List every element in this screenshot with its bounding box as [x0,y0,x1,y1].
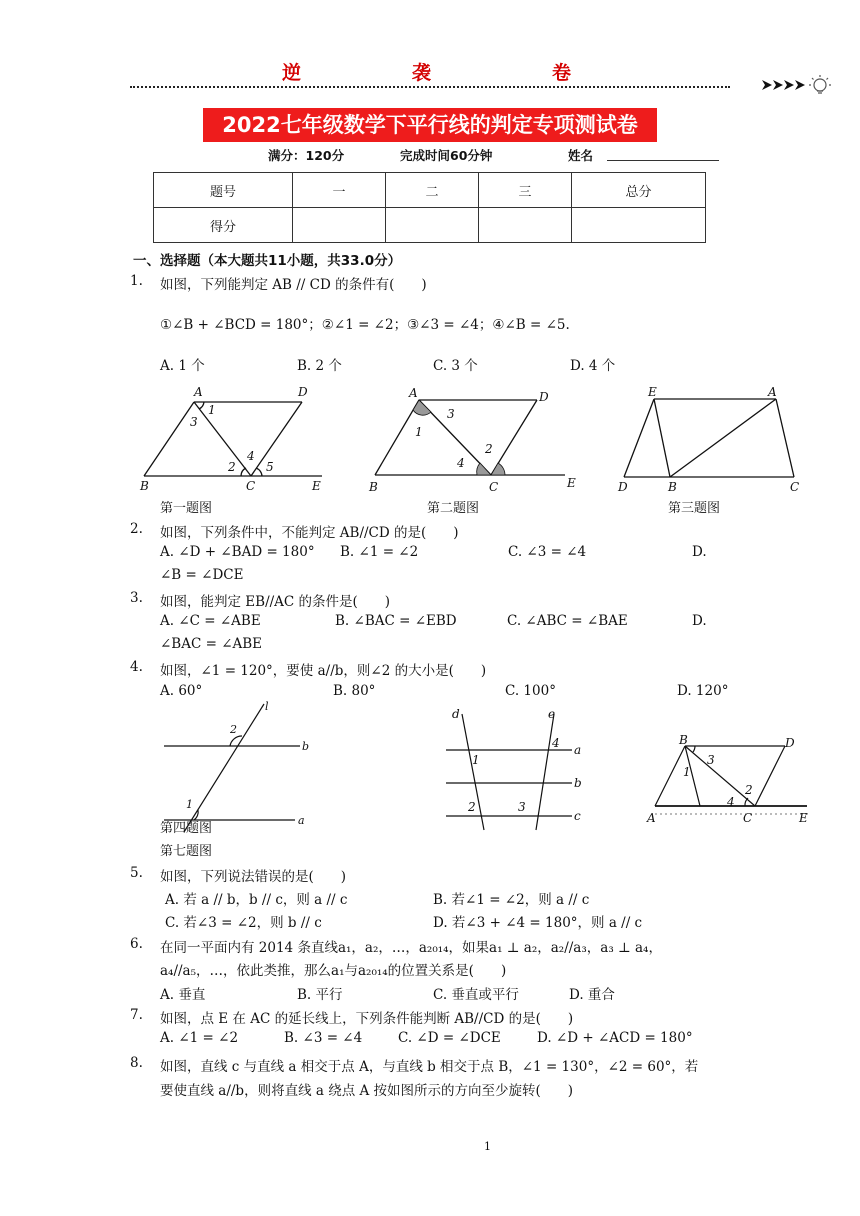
option[interactable]: D. 4 个 [570,358,616,374]
fig3-label: B [668,480,677,494]
question-stem: 如图，下列条件中，不能判定 AB//CD 的是( ) [160,525,459,541]
figure-caption: 第四题图 [160,821,213,836]
fig2-label: E [567,476,576,490]
fig4-label: a [298,814,305,827]
brand-char-3: 卷 [552,62,572,84]
brand-char-1: 逆 [282,62,302,84]
time-limit: 完成时间60分钟 [400,148,493,163]
fig2-label: B [369,480,378,494]
question-stem: 如图，下列说法错误的是( ) [160,869,347,885]
fig5-label: 2 [468,800,476,814]
fig1-label: 2 [228,460,236,474]
fig3-label: A [768,385,777,399]
option[interactable]: A. ∠C = ∠ABE [160,613,261,629]
name-label: 姓名 [568,148,594,163]
option[interactable]: A. 垂直 [160,987,206,1003]
option[interactable]: C. ∠3 = ∠4 [508,544,587,560]
fig4-label: b [302,740,310,753]
fig2-label: 1 [415,425,423,439]
option[interactable]: C. ∠D = ∠DCE [398,1030,501,1046]
question-stem: 如图，能判定 EB//AC 的条件是( ) [160,594,391,610]
full-score: 满分：120分 [268,148,345,163]
fig7-label: 2 [745,783,753,797]
question-number: 6. [130,936,143,952]
page-number: 1 [484,1140,491,1153]
figure-caption: 第七题图 [160,844,213,859]
score-cell[interactable] [293,208,386,243]
option[interactable]: D. [692,613,707,629]
fig3-label: E [648,385,657,399]
fig1-label: A [194,385,203,399]
option[interactable]: D. ∠D + ∠ACD = 180° [537,1030,693,1046]
option-continuation: ∠B = ∠DCE [160,567,244,583]
fig1-label: C [246,479,256,492]
score-cell[interactable] [386,208,479,243]
figure-caption: 第二题图 [427,501,480,516]
figure-1 [134,380,330,492]
fig7-label: 1 [683,765,691,779]
arrows-bulb-icon [760,72,835,102]
fig2-label: 3 [447,407,455,421]
question-number: 1. [130,273,143,289]
fig3-label: C [790,480,800,494]
option[interactable]: A. 60° [160,683,203,699]
question-number: 5. [130,865,143,881]
option[interactable]: D. 120° [677,683,729,699]
option[interactable]: B. 平行 [297,987,343,1003]
fig7-label: C [743,811,753,825]
question-number: 3. [130,590,143,606]
question-stem: 如图，点 E 在 AC 的延长线上，下列条件能判断 AB//CD 的是( ) [160,1011,574,1027]
name-blank[interactable] [607,160,719,161]
fig4-label: 2 [230,723,237,736]
question-stem: 在同一平面内有 2014 条直线a₁，a₂，…，a₂₀₁₄，如果a₁ ⊥ a₂，a₂//a₃，a₃ ⊥ a₄， [160,940,662,956]
fig2-label: C [489,480,499,494]
figure-5 [440,702,590,834]
score-header-cell: 一 [293,173,386,208]
fig2-label: A [409,386,418,400]
question-stem: 如图，∠1 = 120°，要使 a//b，则∠2 的大小是( ) [160,663,487,679]
option[interactable]: D. [692,544,707,560]
fig2-label: 4 [457,456,465,470]
option[interactable]: B. 2 个 [297,358,342,374]
score-row-label: 得分 [154,208,293,243]
score-cell[interactable] [572,208,706,243]
fig7-label: B [679,733,688,747]
fig1-label: 5 [266,460,274,474]
option[interactable]: B. 若∠1 = ∠2，则 a // c [433,892,590,908]
fig1-label: 1 [208,403,216,417]
figure-7 [645,732,820,832]
figure-3 [612,383,812,495]
figure-4 [160,698,320,834]
question-number: 2. [130,521,143,537]
fig4-label: 1 [186,798,193,811]
option[interactable]: B. ∠3 = ∠4 [284,1030,363,1046]
question-number: 4. [130,659,143,675]
question-conditions: ①∠B + ∠BCD = 180°；②∠1 = ∠2；③∠3 = ∠4；④∠B = ∠5. [160,317,570,333]
option[interactable]: C. 垂直或平行 [433,987,519,1003]
option[interactable]: C. 若∠3 = ∠2，则 b // c [165,915,322,931]
fig7-label: D [785,736,795,750]
brand-char-2: 袭 [412,62,432,84]
question-stem: 如图，下列能判定 AB // CD 的条件有( ) [160,277,427,293]
option[interactable]: C. 3 个 [433,358,478,374]
option[interactable]: C. ∠ABC = ∠BAE [507,613,628,629]
figure-2 [365,383,585,495]
fig5-label: a [574,743,582,757]
question-number: 7. [130,1007,143,1023]
option[interactable]: B. ∠BAC = ∠EBD [335,613,457,629]
option[interactable]: A. 1 个 [160,358,205,374]
option[interactable]: A. 若 a // b，b // c，则 a // c [165,892,348,908]
option-continuation: ∠BAC = ∠ABE [160,636,263,652]
score-header-cell: 三 [479,173,572,208]
fig5-label: 1 [472,753,480,767]
fig1-label: 4 [247,449,255,463]
question-stem: 如图，直线 c 与直线 a 相交于点 A，与直线 b 相交于点 B，∠1 = 130°，∠2 = 60°，若 [160,1059,699,1075]
option[interactable]: D. 若∠3 + ∠4 = 180°，则 a // c [433,915,643,931]
fig5-label: d [452,707,460,721]
option[interactable]: B. 80° [333,683,376,699]
figure-caption: 第三题图 [668,501,721,516]
fig1-label: E [312,479,321,492]
score-header-cell: 总分 [572,173,706,208]
fig1-label: B [140,479,149,492]
option[interactable]: A. ∠1 = ∠2 [160,1030,239,1046]
score-header-cell: 二 [386,173,479,208]
score-cell[interactable] [479,208,572,243]
option[interactable]: B. ∠1 = ∠2 [340,544,419,560]
score-table [153,172,706,243]
fig3-label: D [618,480,628,494]
header-brand [130,58,730,84]
section-heading: 一、选择题（本大题共11小题，共33.0分） [133,253,402,269]
fig2-label: 2 [485,442,493,456]
fig1-label: 3 [190,415,198,429]
fig7-label: E [799,811,808,825]
question-stem-cont: a₄//a₅，…，依此类推，那么a₁与a₂₀₁₄的位置关系是( ) [160,963,507,979]
fig1-label: D [298,385,308,399]
page-title: 2022七年级数学下平行线的判定专项测试卷 [203,108,657,142]
fig5-label: 3 [518,800,526,814]
question-stem-cont: 要使直线 a//b，则将直线 a 绕点 A 按如图所示的方向至少旋转( ) [160,1083,574,1099]
figure-caption: 第一题图 [160,501,213,516]
header-divider [130,86,730,88]
score-header-cell: 题号 [154,173,293,208]
fig5-label: e [548,707,556,721]
fig5-label: c [574,809,581,823]
fig5-label: 4 [552,736,560,750]
fig4-label: l [265,700,269,713]
option[interactable]: D. 重合 [569,987,615,1003]
fig7-label: 4 [727,795,735,809]
fig5-label: b [574,776,582,790]
option[interactable]: C. 100° [505,683,556,699]
fig7-label: A [647,811,656,825]
option[interactable]: A. ∠D + ∠BAD = 180° [160,544,315,560]
question-number: 8. [130,1055,143,1071]
fig7-label: 3 [707,753,715,767]
fig2-label: D [539,390,549,404]
